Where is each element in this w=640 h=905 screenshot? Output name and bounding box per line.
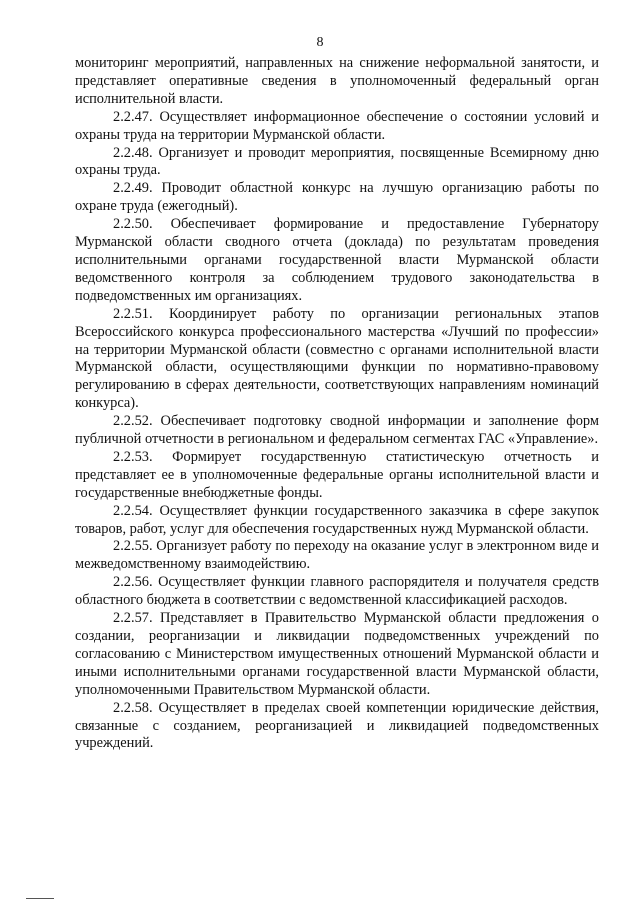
paragraph-2-2-54: 2.2.54. Осуществляет функции государственного заказчика в сфере закупок товаров, работ, услуг для обеспечения государственных нужд Мурманской области. xyxy=(75,502,599,537)
paragraph-2-2-53: 2.2.53. Формирует государственную статистическую отчетность и представляет ее в уполномоченные федеральные органы исполнительной власти и государственные внебюджетные фонды. xyxy=(75,448,599,501)
paragraph-2-2-52: 2.2.52. Обеспечивает подготовку сводной информации и заполнение форм публичной отчетности в региональном и федеральном сегментах ГАС «Управление». xyxy=(75,413,599,448)
paragraph-2-2-50: 2.2.50. Обеспечивает формирование и предоставление Губернатору Мурманской области сводного отчета (доклада) по результатам проведения исполнительными органами государственной власти Мурманской области ведомственного контроля за соблюдением трудового законодательства в подведомственных им организациях. xyxy=(75,216,599,304)
paragraph-2-2-57: 2.2.57. Представляет в Правительство Мурманской области предложения о создании, реорганизации и ликвидации подведомственных учреждений по согласованию с Министерством имущественных отношений Мурманской области и иными исполнительными органами государственной власти Мурманской области, уполномоченными Правительством Мурманской области. xyxy=(75,610,599,698)
footer-rule xyxy=(26,898,54,899)
paragraph-2-2-48: 2.2.48. Организует и проводит мероприятия, посвященные Всемирному дню охраны труда. xyxy=(75,144,599,179)
document-body xyxy=(75,55,599,753)
paragraph-2-2-56: 2.2.56. Осуществляет функции главного распорядителя и получателя средств областного бюджета в соответствии с ведомственной классификацией расходов. xyxy=(75,574,599,609)
paragraph-2-2-49: 2.2.49. Проводит областной конкурс на лучшую организацию работы по охране труда (ежегодный). xyxy=(75,180,599,215)
paragraph-2-2-58: 2.2.58. Осуществляет в пределах своей компетенции юридические действия, связанные с созданием, реорганизацией и ликвидацией подведомственных учреждений. xyxy=(75,699,599,752)
paragraph-continuation: мониторинг мероприятий, направленных на снижение неформальной занятости, и представляет оперативные сведения в уполномоченный федеральный орган исполнительной власти. xyxy=(75,55,599,107)
paragraph-2-2-51: 2.2.51. Координирует работу по организации региональных этапов Всероссийского конкурса профессионального мастерства «Лучший по профессии» на территории Мурманской области (совместно с органами исполнительной власти Мурманской области, осуществляющими функции по нормативно-правовому регулированию в сферах деятельности, соответствующих направлениям номинаций конкурса). xyxy=(75,305,599,412)
paragraph-2-2-55: 2.2.55. Организует работу по переходу на оказание услуг в электронном виде и межведомственному взаимодействию. xyxy=(75,538,599,573)
paragraph-2-2-47: 2.2.47. Осуществляет информационное обеспечение о состоянии условий и охраны труда на территории Мурманской области. xyxy=(75,108,599,143)
page-number: 8 xyxy=(316,35,324,50)
